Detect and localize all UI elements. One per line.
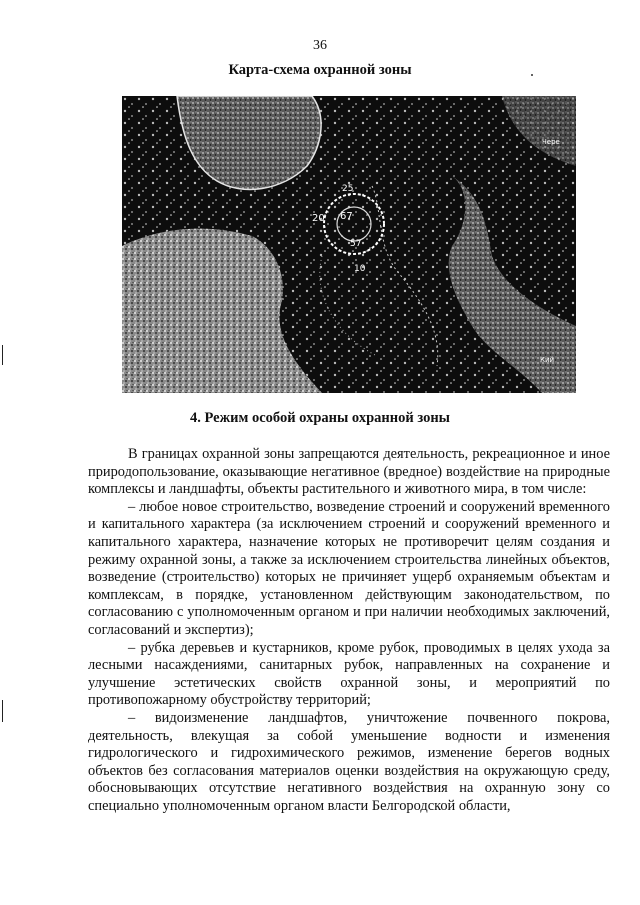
paragraph: – видоизменение ландшафтов, уничтожение почвенного покрова, деятельность, влекущая за собой уменьшение водности и изменения гидрологического и гидрохимического режимов, изменение берегов водных объектов без согласования материалов оценки воздействия на окружающую среду, обосновывающих отсутствие негативного воздействия на охранную зону со специально уполномоченным органом власти Белгородской области,	[88, 709, 610, 814]
page-number: 36	[313, 38, 327, 53]
map-label: 57	[350, 239, 362, 249]
map-title: Карта-схема охранной зоны	[228, 62, 412, 78]
left-margin-mark	[2, 700, 3, 722]
paragraph: – рубка деревьев и кустарников, кроме рубок, проводимых в целях ухода за лесными насаждениями, санитарных рубок, направленных на сохранение и улучшение эстетических свойств охранной зоны, и мероприятий по противопожарному обустройству территорий;	[88, 639, 610, 709]
map-label: 67	[340, 211, 353, 222]
map-label: 10	[354, 264, 366, 274]
left-margin-mark	[2, 345, 3, 365]
map-label: 25	[342, 184, 354, 194]
map-corner-label: Чере	[542, 138, 560, 146]
map-label: 20	[312, 213, 325, 224]
paragraph: В границах охранной зоны запрещаются деятельность, рекреационное и иное природопользование, оказывающие негативное (вредное) воздействие на природные комплексы и ландшафты, объекты растительного и животного мира, в том числе:	[88, 446, 610, 498]
section-heading: 4. Режим особой охраны охранной зоны	[189, 410, 450, 426]
body-text	[88, 446, 610, 815]
paragraph: – любое новое строительство, возведение строений и сооружений временного и капитального характера (за исключением строений и сооружений временного и капитального характера, назначение которых не противоречит целям создания и режиму охранной зоны, а также за исключением строительства линейных объектов, возведение (строительство) которых не причиняет ущерб охраняемым объектам и комплексам, в порядке, установленном действующим законодательством, по согласованию с уполномоченным органом и при наличии необходимых заключений, согласований и экспертиз);	[88, 498, 610, 638]
map-corner-label: Кий	[540, 356, 555, 364]
map-image	[122, 96, 576, 393]
